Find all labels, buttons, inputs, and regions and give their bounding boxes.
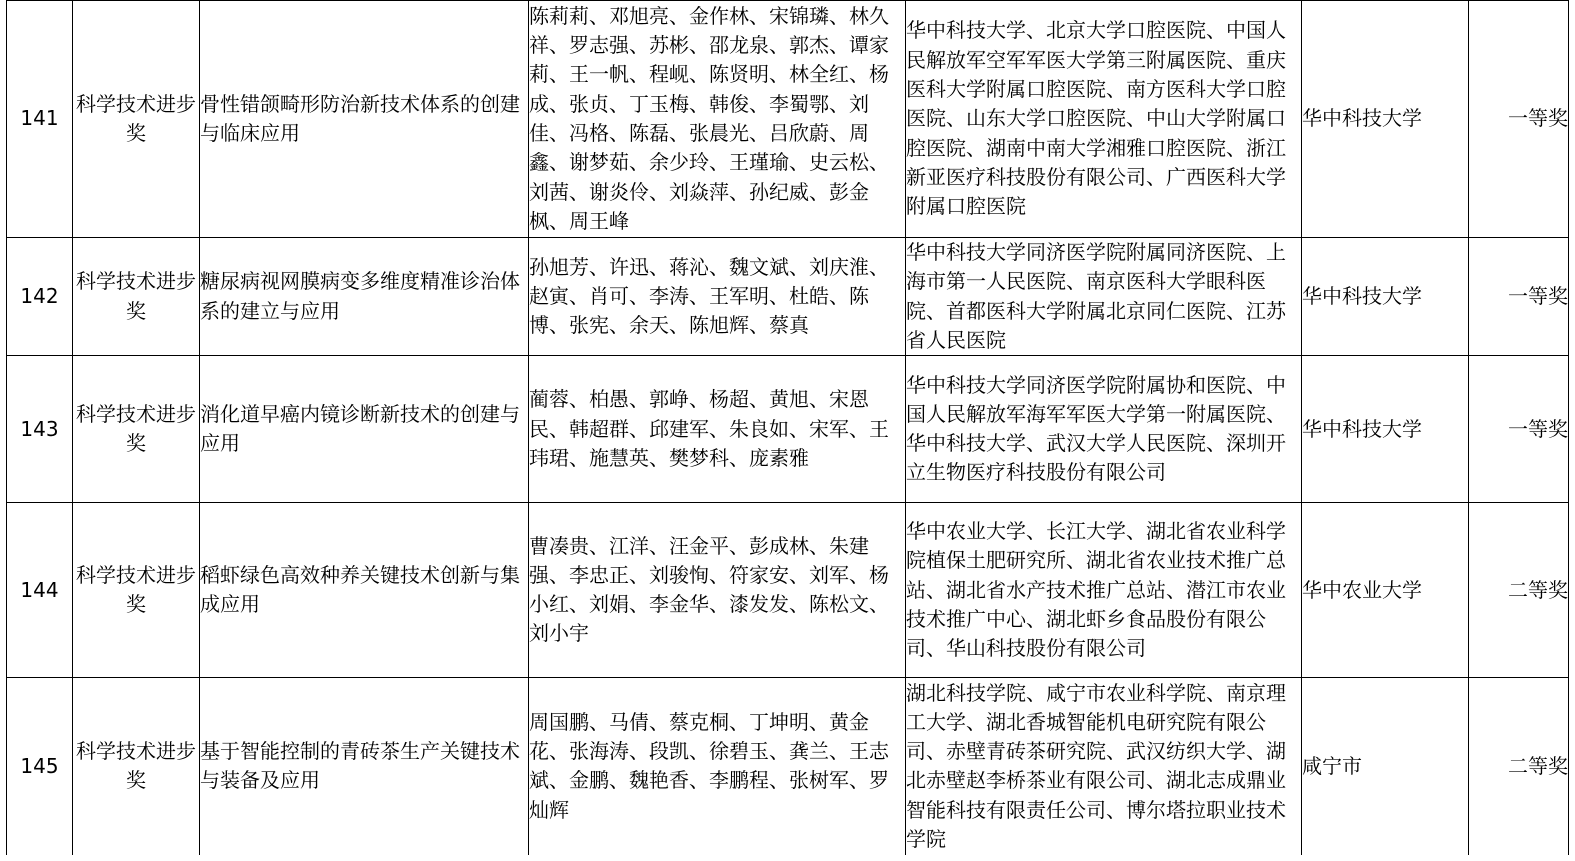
row-number-cell[interactable] [7,238,73,356]
award-type-cell[interactable] [73,503,200,678]
award-type-cell[interactable] [73,678,200,855]
units-cell[interactable] [906,1,1302,238]
grade-cell[interactable] [1469,1,1569,238]
row-number-cell[interactable] [7,1,73,238]
nominator-cell[interactable] [1302,1,1469,238]
nominator-cell[interactable] [1302,356,1469,503]
award-grade: 二等奖 [1508,753,1568,778]
row-number-cell[interactable] [7,678,73,855]
nominator-cell[interactable] [1302,503,1469,678]
units-list: 华中科技大学同济医学院附属协和医院、中国人民解放军海军军医大学第一附属医院、华中科技大学、武汉大学人民医院、深圳开立生物医疗科技股份有限公司 [906,372,1286,485]
row-number: 142 [20,283,59,308]
row-number: 144 [20,577,59,602]
project-title: 稻虾绿色高效种养关键技术创新与集成应用 [200,562,520,617]
table-row [7,238,1569,356]
award-type: 科学技术进步奖 [76,562,196,617]
units-cell[interactable] [906,356,1302,503]
members-list: 周国鹏、马倩、蔡克桐、丁坤明、黄金花、张海涛、段凯、徐碧玉、龚兰、王志斌、金鹏、魏艳香、李鹏程、张树军、罗灿辉 [529,709,889,822]
project-title: 骨性错颌畸形防治新技术体系的创建与临床应用 [200,91,520,145]
units-cell[interactable] [906,678,1302,855]
units-cell[interactable] [906,238,1302,356]
units-cell[interactable] [906,503,1302,678]
project-title: 基于智能控制的青砖茶生产关键技术与装备及应用 [200,739,520,793]
nominator: 华中科技大学 [1302,283,1422,308]
members-cell[interactable] [529,356,906,503]
award-type: 科学技术进步奖 [76,269,196,323]
nominator: 咸宁市 [1302,753,1362,778]
grade-cell[interactable] [1469,238,1569,356]
members-list: 孙旭芳、许迅、蒋沁、魏文斌、刘庆淮、赵寅、肖可、李涛、王军明、杜皓、陈博、张宪、余天、陈旭辉、蔡真 [529,254,889,338]
units-list: 湖北科技学院、咸宁市农业科学院、南京理工大学、湖北香城智能机电研究院有限公司、赤壁青砖茶研究院、武汉纺织大学、湖北赤壁赵李桥茶业有限公司、湖北志成鼎业智能科技有限责任公司、博尔塔拉职业技术学院 [906,680,1286,852]
nominator-cell[interactable] [1302,678,1469,855]
nominator: 华中科技大学 [1302,416,1422,441]
row-number-cell[interactable] [7,503,73,678]
row-number: 141 [20,106,59,131]
award-type-cell[interactable] [73,238,200,356]
award-type: 科学技术进步奖 [76,401,196,456]
members-cell[interactable] [529,1,906,238]
award-grade: 一等奖 [1508,416,1568,441]
award-grade: 二等奖 [1508,577,1568,602]
row-number-cell[interactable] [7,356,73,503]
row-number: 143 [20,416,59,441]
members-list: 曹凑贵、江洋、汪金平、彭成林、朱建强、李忠正、刘骏恂、符家安、刘军、杨小红、刘娟、李金华、漆发发、陈松文、刘小宇 [529,533,889,646]
nominator: 华中农业大学 [1302,577,1422,602]
members-cell[interactable] [529,503,906,678]
awards-table [6,0,1569,855]
members-cell[interactable] [529,238,906,356]
nominator: 华中科技大学 [1302,106,1422,131]
units-list: 华中科技大学、北京大学口腔医院、中国人民解放军空军军医大学第三附属医院、重庆医科大学附属口腔医院、南方医科大学口腔医院、山东大学口腔医院、中山大学附属口腔医院、湖南中南大学湘雅口腔医院、浙江新亚医疗科技股份有限公司、广西医科大学附属口腔医院 [906,18,1286,219]
award-type: 科学技术进步奖 [76,91,196,145]
units-list: 华中科技大学同济医学院附属同济医院、上海市第一人民医院、南京医科大学眼科医院、首都医科大学附属北京同仁医院、江苏省人民医院 [906,240,1286,352]
members-list: 蔺蓉、柏愚、郭峥、杨超、黄旭、宋恩民、韩超群、邱建军、朱良如、宋军、王玮珺、施慧英、樊梦科、庞素雅 [529,387,889,470]
project-title: 糖尿病视网膜病变多维度精准诊治体系的建立与应用 [200,269,520,323]
members-cell[interactable] [529,678,906,855]
table-row [7,1,1569,238]
members-list: 陈莉莉、邓旭亮、金作林、宋锦璘、林久祥、罗志强、苏彬、邵龙泉、郭杰、谭家莉、王一帆、程岘、陈贤明、林全红、杨成、张贞、丁玉梅、韩俊、李蜀鄂、刘佳、冯格、陈磊、张晨光、吕欣蔚、周鑫、谢梦茹、余少玲、王瑾瑜、史云松、刘茜、谢炎伶、刘焱萍、孙纪威、彭金枫、周王峰 [529,3,889,233]
project-title-cell[interactable] [200,678,529,855]
table-row [7,356,1569,503]
project-title-cell[interactable] [200,503,529,678]
grade-cell[interactable] [1469,678,1569,855]
grade-cell[interactable] [1469,356,1569,503]
project-title-cell[interactable] [200,238,529,356]
units-list: 华中农业大学、长江大学、湖北省农业科学院植保土肥研究所、湖北省农业技术推广总站、湖北省水产技术推广总站、潜江市农业技术推广中心、湖北虾乡食品股份有限公司、华山科技股份有限公司 [906,518,1286,661]
table-row [7,678,1569,855]
table-row [7,503,1569,678]
grade-cell[interactable] [1469,503,1569,678]
award-grade: 一等奖 [1508,283,1568,308]
project-title-cell[interactable] [200,1,529,238]
award-type-cell[interactable] [73,356,200,503]
project-title-cell[interactable] [200,356,529,503]
award-grade: 一等奖 [1508,106,1568,131]
nominator-cell[interactable] [1302,238,1469,356]
award-type: 科学技术进步奖 [76,739,196,793]
award-type-cell[interactable] [73,1,200,238]
row-number: 145 [20,753,59,778]
project-title: 消化道早癌内镜诊断新技术的创建与应用 [200,401,520,456]
